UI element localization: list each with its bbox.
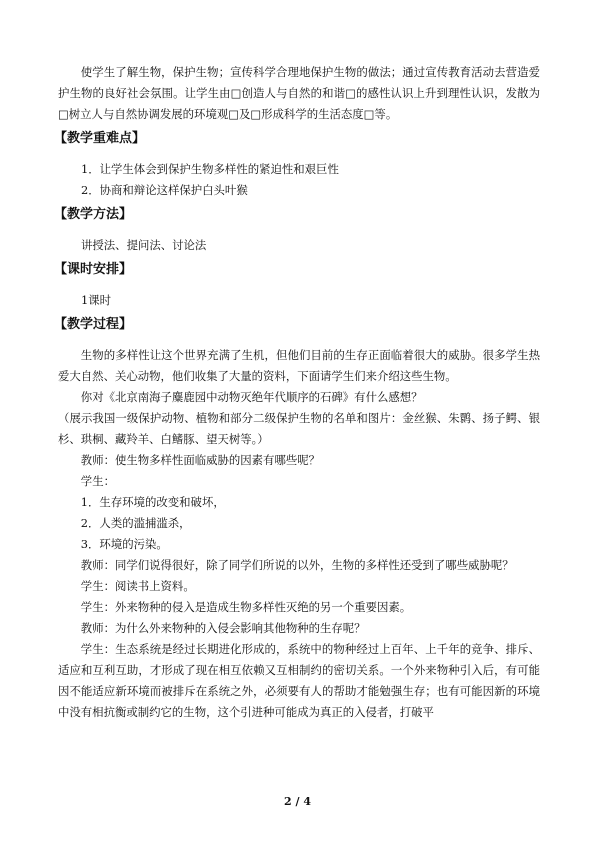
key-point-item: 2．协商和辩论这样保护白头叶猴 xyxy=(81,183,248,197)
reason-item: 2．人类的滥捕滥杀， xyxy=(80,516,191,530)
intro-paragraph: 使学生了解生物，保护生物；宣传科学合理地保护生物的做法；通过宣传教育活动去营造爱护生物的良好社会氛围。让学生由□创造人与自然的和谐□的感性认识上升到理性认识，发散为□树立人与自然协调发展的环境观□及□形成科学的生活态度□等。 xyxy=(58,65,540,121)
process-paragraph: 生物的多样性让这个世界充满了生机，但他们目前的生存正面临着很大的威胁。很多学生热爱大自然、关心动物，他们收集了大量的资料，下面请学生们来介绍这些生物。 xyxy=(58,348,540,383)
page-number: 2 / 4 xyxy=(284,795,311,808)
process-note: （展示我国一级保护动物、植物和部分二级保护生物的名单和图片：金丝猴、朱鹮、扬子鳄、银杉、珙桐、藏羚羊、白鳍豚、望天树等。） xyxy=(58,411,540,446)
heading-methods: 【教学方法】 xyxy=(54,207,133,222)
reason-item: 3．环境的污染。 xyxy=(80,537,168,551)
heading-schedule: 【课时安排】 xyxy=(54,262,133,277)
dialog-line: 学生：阅读书上资料。 xyxy=(80,579,195,593)
heading-process: 【教学过程】 xyxy=(54,317,133,332)
dialog-line: 学生：生态系统是经过长期进化形成的，系统中的物种经过上百年、上千年的竞争、排斥、适应和互利互助，才形成了现在相互依赖又互相制约的密切关系。一个外来物种引入后，有可能因不能适应新环境而被排斥在系统之外，必须要有人的帮助才能勉强生存；也有可能因新的环境中没有相抗衡或制约它的生物，这个引进种可能成为真正的入侵者，打破平 xyxy=(58,642,540,719)
document-body xyxy=(54,62,540,723)
heading-key-points: 【教学重难点】 xyxy=(54,131,146,146)
dialog-line: 学生：外来物种的侵入是造成生物多样性灭绝的另一个重要因素。 xyxy=(80,600,412,614)
dialog-line: 学生： xyxy=(80,474,115,488)
dialog-line: 教师：为什么外来物种的入侵会影响其他物种的生存呢？ xyxy=(80,621,366,635)
dialog-line: 教师：使生物多样性面临威胁的因素有哪些呢？ xyxy=(80,453,321,467)
reason-item: 1．生存环境的改变和破坏， xyxy=(80,495,225,509)
methods-text: 讲授法、提问法、讨论法 xyxy=(81,238,207,252)
schedule-text: 1课时 xyxy=(81,293,112,307)
dialog-line: 教师：同学们说得很好，除了同学们所说的以外，生物的多样性还受到了哪些威胁呢？ xyxy=(80,558,514,572)
key-point-item: 1．让学生体会到保护生物多样性的紧迫性和艰巨性 xyxy=(81,162,339,176)
process-paragraph: 你对《北京南海子麋鹿园中动物灭绝年代顺序的石碑》有什么感想？ xyxy=(80,390,423,404)
